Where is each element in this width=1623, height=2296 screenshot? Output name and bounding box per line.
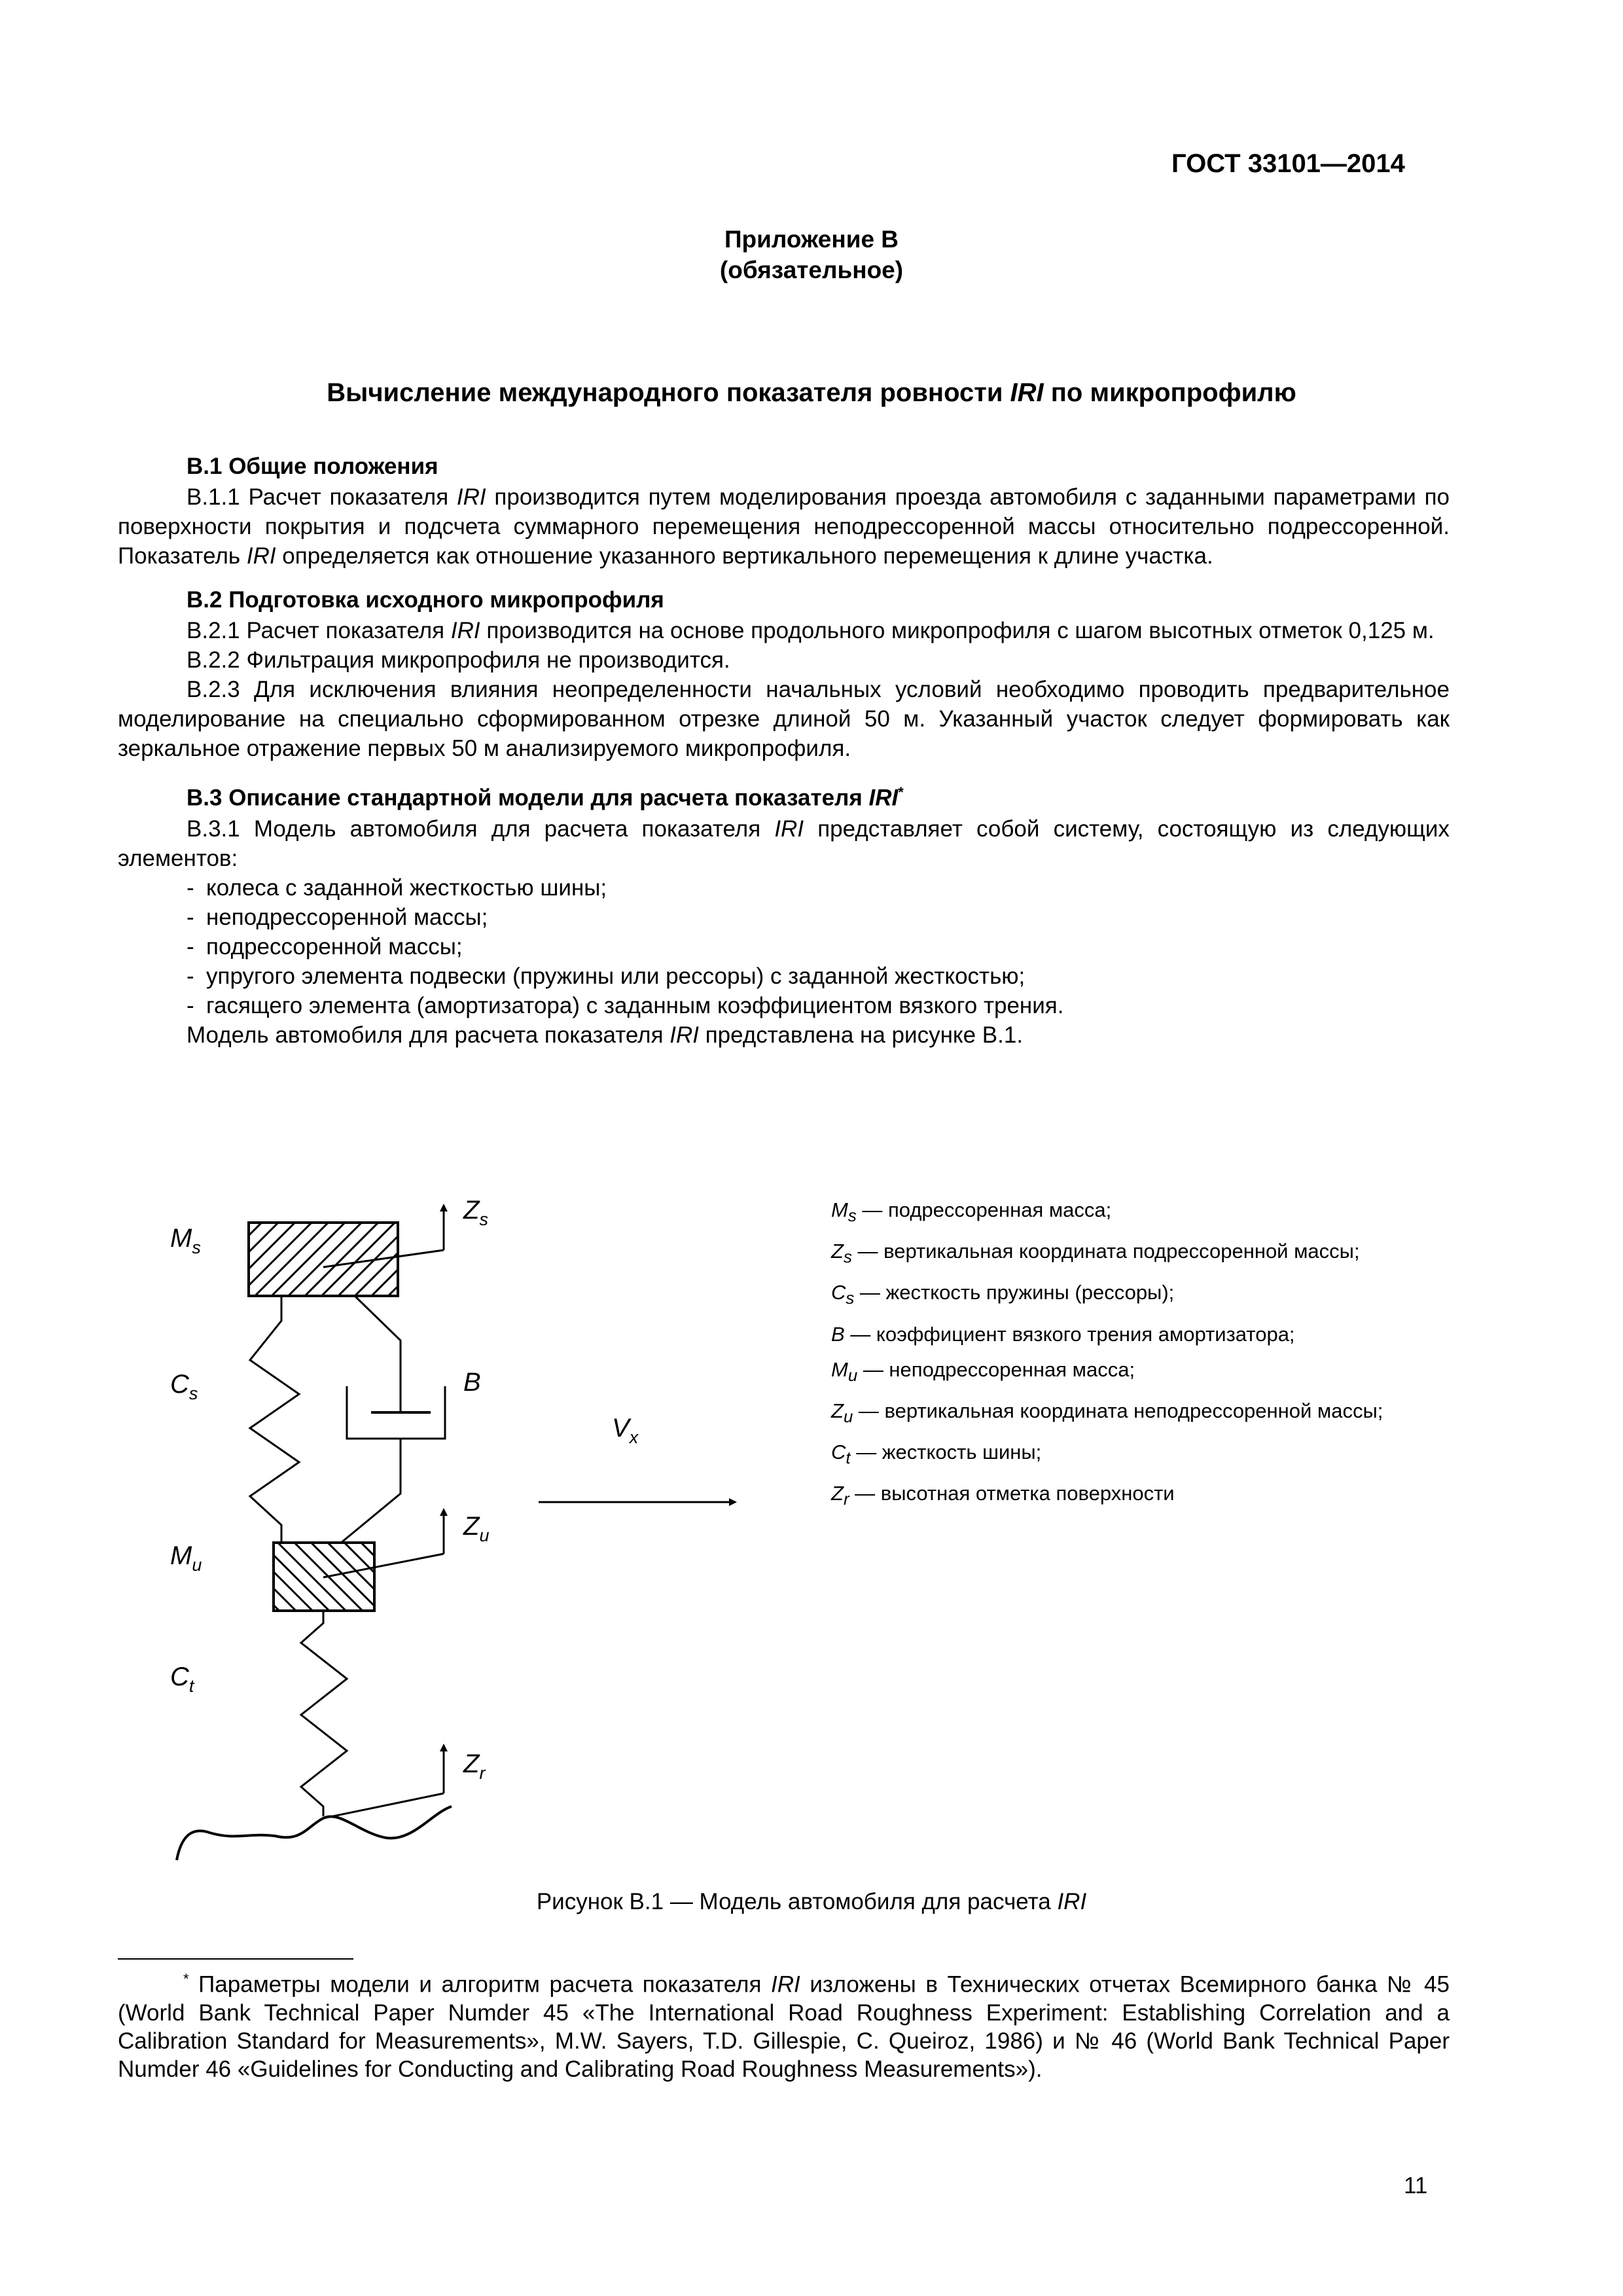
- text: подрессоренной массы;: [206, 933, 463, 960]
- tire-spring: [301, 1611, 347, 1816]
- text: производится путем моделирования проезда автомобиля с заданными параметрами по поверхности покрытия и подсчета суммарного перемещения неподрессоренной массы относительно подрессоренной. Показатель: [118, 484, 1450, 569]
- damper-top-link: [355, 1296, 401, 1412]
- text: неподрессоренной массы;: [206, 904, 488, 930]
- suspension-spring: [250, 1296, 299, 1543]
- iri-term: IRI: [456, 484, 486, 510]
- title-text-1: Вычисление международного показателя ровности: [327, 378, 1010, 407]
- iri-term: IRI: [450, 618, 480, 643]
- text: В.3 Описание стандартной модели для расчета показателя: [187, 785, 869, 811]
- legend-item: $Z_s$ — вертикальная координата подрессоренной массы;: [831, 1240, 1360, 1267]
- text: изложены в Технических отчетах Всемирного банка № 45 (World Bank Technical Paper Numder 45 «The International Road Roughness Experiment: Establishing Correlation and a Calibration Standard for Measurements», M.W. Sayers, T.D. Gillespie, C. Queiroz, 1986) и № 46 (World Bank Technical Paper Numder 46 «Guidelines for Conducting and Calibrating Road Roughness Measurements»).: [118, 1971, 1450, 2082]
- label-cs: $C_s$: [170, 1370, 198, 1403]
- text: В.1.1 Расчет показателя: [187, 484, 457, 510]
- label-zs: $Z_s$: [463, 1196, 488, 1229]
- iri-term: IRI: [774, 816, 804, 842]
- legend-item: B — коэффициент вязкого трения амортизатора;: [831, 1322, 1295, 1346]
- footnote-mark: *: [898, 784, 904, 800]
- legend-item: $Z_r$ — высотная отметка поверхности: [831, 1482, 1175, 1509]
- iri-term: IRI: [669, 1022, 699, 1048]
- footnote: [118, 1965, 1450, 2083]
- text: производится на основе продольного микропрофиля с шагом высотных отметок 0,125 м.: [480, 618, 1435, 643]
- footnote-divider: [118, 1958, 353, 1960]
- damper-bottom-link: [340, 1439, 401, 1543]
- text: колеса с заданной жесткостью шины;: [206, 874, 607, 901]
- dash: -: [187, 874, 194, 901]
- page-number: 11: [1404, 2173, 1428, 2198]
- legend-item: $C_t$ — жесткость шины;: [831, 1440, 1042, 1468]
- legend-item: $C_s$ — жесткость пружины (рессоры);: [831, 1281, 1175, 1308]
- iri-term: IRI: [1057, 1889, 1087, 1914]
- iri-term: IRI: [771, 1971, 800, 1998]
- paragraph-b2-3: В.2.3 Для исключения влияния неопределенности начальных условий необходимо проводить предварительное моделирование на специально сформированном отрезке длиной 50 м. Указанный участок следует формировать как зеркальное отражение первых 50 м анализируемого микропрофиля.: [118, 677, 1450, 761]
- zr-pointer: [323, 1793, 444, 1818]
- legend-item: $M_s$ — подрессоренная масса;: [831, 1198, 1112, 1226]
- iri-term: IRI: [868, 785, 899, 811]
- legend-item: $Z_u$ — вертикальная координата неподрессоренной массы;: [831, 1399, 1383, 1426]
- dash: -: [187, 992, 194, 1018]
- text: упругого элемента подвески (пружины или рессоры) с заданной жесткостью;: [206, 963, 1026, 989]
- dash: -: [187, 963, 194, 989]
- text: В.2.1 Расчет показателя: [187, 618, 451, 643]
- title-iri: IRI: [1010, 378, 1044, 407]
- label-vx: $V_x$: [612, 1414, 639, 1447]
- figure-caption: [0, 1889, 1623, 1915]
- label-zr: $Z_r$: [463, 1749, 486, 1783]
- label-mu: $M_u$: [170, 1541, 202, 1575]
- text: Модель автомобиля для расчета показателя: [187, 1022, 670, 1048]
- text: представлена на рисунке В.1.: [698, 1022, 1024, 1048]
- section-b2-heading: В.2 Подготовка исходного микропрофиля: [187, 587, 664, 613]
- label-zu: $Z_u$: [463, 1512, 490, 1545]
- iri-term: IRI: [246, 543, 276, 569]
- text: В.3.1 Модель автомобиля для расчета показателя: [187, 816, 775, 842]
- label-ct: $C_t$: [170, 1662, 194, 1696]
- document-header: ГОСТ 33101—2014: [1171, 149, 1405, 178]
- text: определяется как отношение указанного вертикального перемещения к длине участка.: [276, 543, 1213, 569]
- dash: -: [187, 904, 194, 930]
- legend-item: $M_u$ — неподрессоренная масса;: [831, 1357, 1135, 1385]
- annex-title: Приложение В: [724, 226, 899, 253]
- dash: -: [187, 933, 194, 960]
- text: Параметры модели и алгоритм расчета показателя: [188, 1971, 772, 1998]
- label-b: B: [463, 1368, 481, 1397]
- text: Рисунок В.1 — Модель автомобиля для расчета: [536, 1889, 1058, 1914]
- section-b1-heading: В.1 Общие положения: [187, 454, 438, 479]
- annex-status: (обязательное): [719, 257, 904, 283]
- label-ms: $M_s$: [170, 1224, 201, 1257]
- figure-legend: [831, 1193, 1383, 1517]
- paragraph-b2-2: В.2.2 Фильтрация микропрофиля не производится.: [187, 647, 730, 673]
- title-text-2: по микропрофилю: [1043, 378, 1296, 407]
- text: гасящего элемента (амортизатора) с заданным коэффициентом вязкого трения.: [206, 992, 1064, 1018]
- road-surface: [177, 1806, 452, 1860]
- text: представляет собой систему, состоящую из следующих элементов:: [118, 816, 1450, 871]
- footnote-mark: *: [183, 1971, 189, 1987]
